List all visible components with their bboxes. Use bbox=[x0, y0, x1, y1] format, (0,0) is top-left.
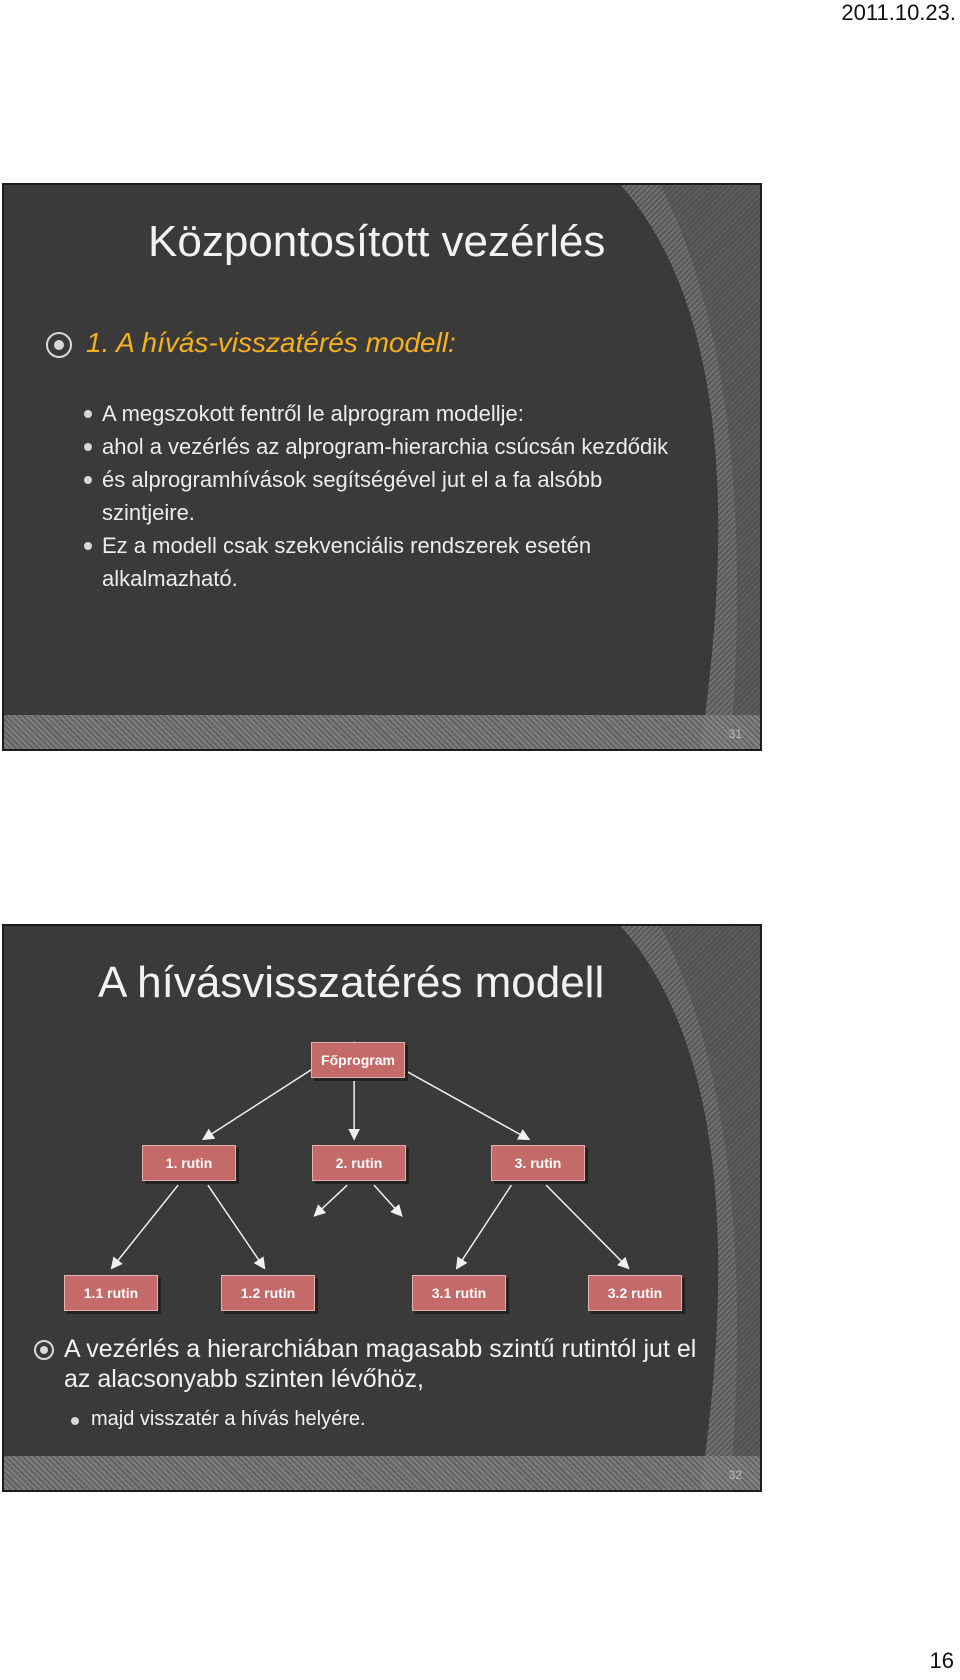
node-level3: 3.2 rutin bbox=[588, 1275, 682, 1311]
node-level2: 1. rutin bbox=[142, 1145, 236, 1181]
sub-point: majd visszatér a hívás helyére. bbox=[91, 1408, 366, 1431]
node-level2: 3. rutin bbox=[491, 1145, 585, 1181]
slide-31 bbox=[2, 183, 762, 751]
bullet-dot-icon bbox=[84, 542, 92, 550]
main-point: A vezérlés a hierarchiában magasabb szintű rutintól jut el az alacsonyabb szinten lévőhöz, bbox=[64, 1334, 704, 1394]
bullet-item: és alprogramhívások segítségével jut el a fa alsóbb szintjeire. bbox=[102, 463, 662, 529]
node-level3: 3.1 rutin bbox=[412, 1275, 506, 1311]
bullet-dot-icon bbox=[84, 410, 92, 418]
header-date: 2011.10.23. bbox=[841, 0, 956, 25]
slide-number: 32 bbox=[728, 1468, 742, 1482]
slide-32 bbox=[2, 924, 762, 1492]
bullet-dot-icon bbox=[71, 1417, 79, 1425]
node-level2: 2. rutin bbox=[312, 1145, 406, 1181]
page-number: 16 bbox=[929, 1648, 954, 1673]
slide-title: Központosított vezérlés bbox=[148, 217, 606, 266]
slide-number: 31 bbox=[728, 727, 742, 741]
node-level3: 1.1 rutin bbox=[64, 1275, 158, 1311]
slide-title: A hívásvisszatérés modell bbox=[98, 958, 605, 1007]
level1-text: 1. A hívás-visszatérés modell: bbox=[86, 327, 456, 358]
bullet-item: ahol a vezérlés az alprogram-hierarchia csúcsán kezdődik bbox=[102, 430, 722, 463]
bullet-dot-icon bbox=[84, 476, 92, 484]
node-root: Főprogram bbox=[311, 1042, 405, 1078]
slide-footer-strip bbox=[4, 1456, 760, 1490]
bullet-item: Ez a modell csak szekvenciális rendszerek esetén alkalmazható. bbox=[102, 529, 662, 595]
slide-footer-strip bbox=[4, 715, 760, 749]
node-level3: 1.2 rutin bbox=[221, 1275, 315, 1311]
circle-bullet-icon bbox=[34, 1340, 54, 1360]
bullet-dot-icon bbox=[84, 443, 92, 451]
circle-bullet-icon bbox=[46, 332, 72, 358]
slide-background-arcs bbox=[4, 926, 760, 1490]
bullet-item: A megszokott fentről le alprogram modellje: bbox=[102, 397, 722, 430]
level1-point bbox=[46, 327, 456, 359]
